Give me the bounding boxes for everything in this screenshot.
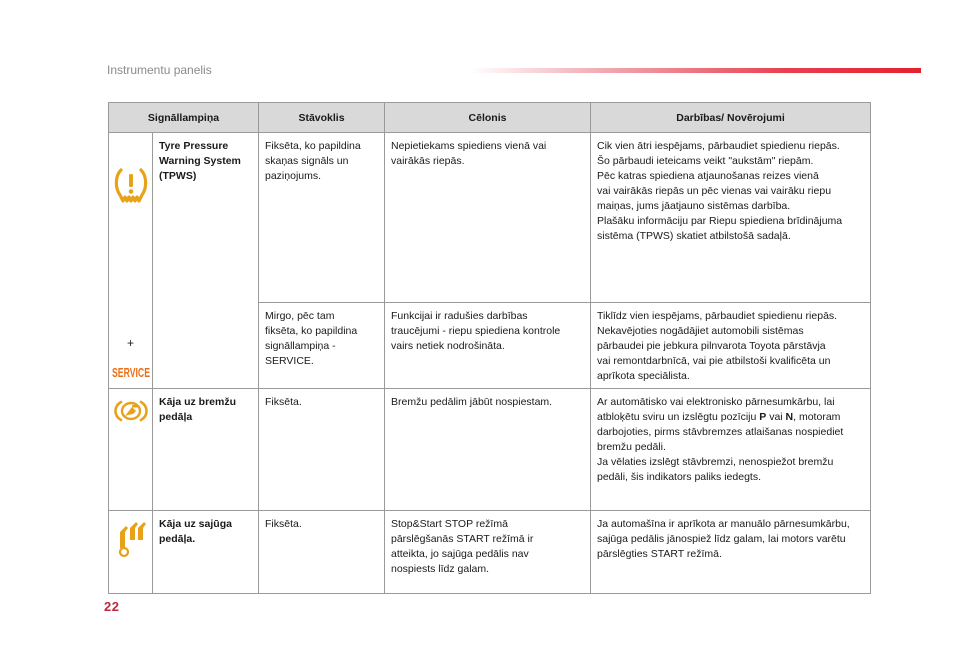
text-line: traucējumi - riepu spiediena kontrole — [391, 325, 561, 337]
gear-position-p: P — [759, 411, 767, 423]
text-line: Kāja uz sajūga — [159, 518, 232, 530]
text-fragment: vai — [766, 411, 786, 423]
text-line: Nekavējoties nogādājiet automobili sistēmas — [597, 325, 804, 337]
icon-cell-tpws — [109, 133, 153, 389]
column-header-light: Signāllampiņa — [109, 103, 259, 133]
text-line: pārslēgšanās START režīmā ir — [391, 533, 534, 545]
text-line: Fiksēta. — [265, 518, 302, 530]
text-line: paziņojums. — [265, 170, 322, 182]
table-row — [109, 133, 871, 303]
actions-cell — [591, 133, 871, 303]
column-header-state: Stāvoklis — [259, 103, 385, 133]
column-header-cause: Cēlonis — [385, 103, 591, 133]
text-fragment: atbloķētu sviru un izslēgtu pozīciju — [597, 411, 760, 423]
text-line: vairs netiek nodrošināta. — [391, 340, 505, 352]
state-cell — [259, 133, 385, 303]
text-line: vai remontdarbnīcā, vai pie atbilstoši kvalificēta un — [597, 355, 831, 367]
text-line: signāllampiņa - — [265, 340, 336, 352]
text-line: Funkcijai ir radušies darbības — [391, 310, 528, 322]
text-line: Fiksēta. — [265, 396, 302, 408]
text-line: atteikta, jo sajūga pedālis nav — [391, 548, 529, 560]
tyre-pressure-warning-icon — [114, 166, 148, 204]
text-line: Tiklīdz vien iespējams, pārbaudiet spiedienu riepās. — [597, 310, 838, 322]
service-warning-icon — [111, 365, 151, 379]
gear-position-n: N — [785, 411, 794, 423]
text-line: darbojoties, pirms stāvbremzes atlaišanas nospiediet — [597, 426, 844, 438]
text-line: pedāli, šis indikators paliks iedegts. — [597, 471, 762, 483]
text-line: (TPWS) — [159, 170, 197, 182]
foot-on-clutch-icon — [116, 518, 148, 558]
state-cell — [259, 303, 385, 389]
text-line: vai vairākās riepās un pēc vienas vai vairāku riepu — [597, 185, 832, 197]
table-row — [109, 389, 871, 511]
table-header-row — [109, 103, 871, 133]
text-line: SERVICE. — [265, 355, 314, 367]
text-line: Ja automašīna ir aprīkota ar manuālo pārnesumkārbu, — [597, 518, 850, 530]
text-line: Warning System — [159, 155, 241, 167]
text-line: Stop&Start STOP režīmā — [391, 518, 508, 530]
text-line: Kāja uz bremžu — [159, 396, 237, 408]
cause-cell — [385, 303, 591, 389]
text-line: skaņas signāls un — [265, 155, 349, 167]
cause-cell — [385, 511, 591, 594]
text-line: Cik vien ātri iespējams, pārbaudiet spiedienu riepās. — [597, 140, 840, 152]
text-line: Bremžu pedālim jābūt nospiestam. — [391, 396, 553, 408]
text-line: vairākās riepās. — [391, 155, 465, 167]
text-line: pārbaudei pie jebkura pilnvarota Toyota pārstāvja — [597, 340, 826, 352]
cause-cell — [385, 389, 591, 511]
text-line: sajūga pedālis jānospiež līdz galam, lai motors varētu — [597, 533, 846, 545]
header-accent-bar — [470, 68, 921, 73]
text-line: Nepietiekams spiediens vienā vai — [391, 140, 547, 152]
text-line: bremžu pedāli. — [597, 441, 666, 453]
warning-lights-table — [108, 102, 871, 594]
text-line: maiņas, jums jāatjauno sistēmas darbība. — [597, 200, 791, 212]
plus-sign: + — [126, 336, 134, 350]
svg-text:SERVICE: SERVICE — [112, 366, 150, 380]
foot-on-brake-icon — [114, 399, 148, 423]
icon-cell-clutch — [109, 511, 153, 594]
actions-cell — [591, 389, 871, 511]
page-number: 22 — [104, 599, 120, 614]
text-line: Mirgo, pēc tam — [265, 310, 335, 322]
column-header-actions: Darbības/ Novērojumi — [591, 103, 871, 133]
light-name-clutch — [153, 511, 259, 594]
text-line: Ar automātisko vai elektronisko pārnesumkārbu, lai — [597, 396, 835, 408]
light-name-brake — [153, 389, 259, 511]
text-line: Ja vēlaties izslēgt stāvbremzi, nenospiežot bremžu — [597, 456, 834, 468]
cause-cell — [385, 133, 591, 303]
light-name-tpws — [153, 133, 259, 389]
text-line: Fiksēta, ko papildina — [265, 140, 361, 152]
text-line: sistēma (TPWS) skatiet atbilstošā sadaļā. — [597, 230, 791, 242]
text-line: Pēc katras spiediena atjaunošanas reizes vienā — [597, 170, 819, 182]
actions-cell — [591, 303, 871, 389]
state-cell — [259, 389, 385, 511]
actions-cell — [591, 511, 871, 594]
table-row — [109, 511, 871, 594]
text-line: Tyre Pressure — [159, 140, 229, 152]
icon-cell-brake — [109, 389, 153, 511]
text-line: pedāļa. — [159, 533, 196, 545]
state-cell — [259, 511, 385, 594]
section-title: Instrumentu panelis — [107, 63, 212, 77]
text-line: Plašāku informāciju par Riepu spiediena brīdinājuma — [597, 215, 843, 227]
text-fragment: , motoram — [793, 411, 841, 423]
text-line: fiksēta, ko papildina — [265, 325, 358, 337]
text-line: pārslēgties START režīmā. — [597, 548, 722, 560]
text-line — [597, 410, 864, 425]
text-line: pedāļa — [159, 411, 193, 423]
text-line: aprīkota speciālista. — [597, 370, 690, 382]
text-line: nospiests līdz galam. — [391, 563, 490, 575]
text-line: Šo pārbaudi ieteicams veikt "aukstām" riepām. — [597, 155, 814, 167]
